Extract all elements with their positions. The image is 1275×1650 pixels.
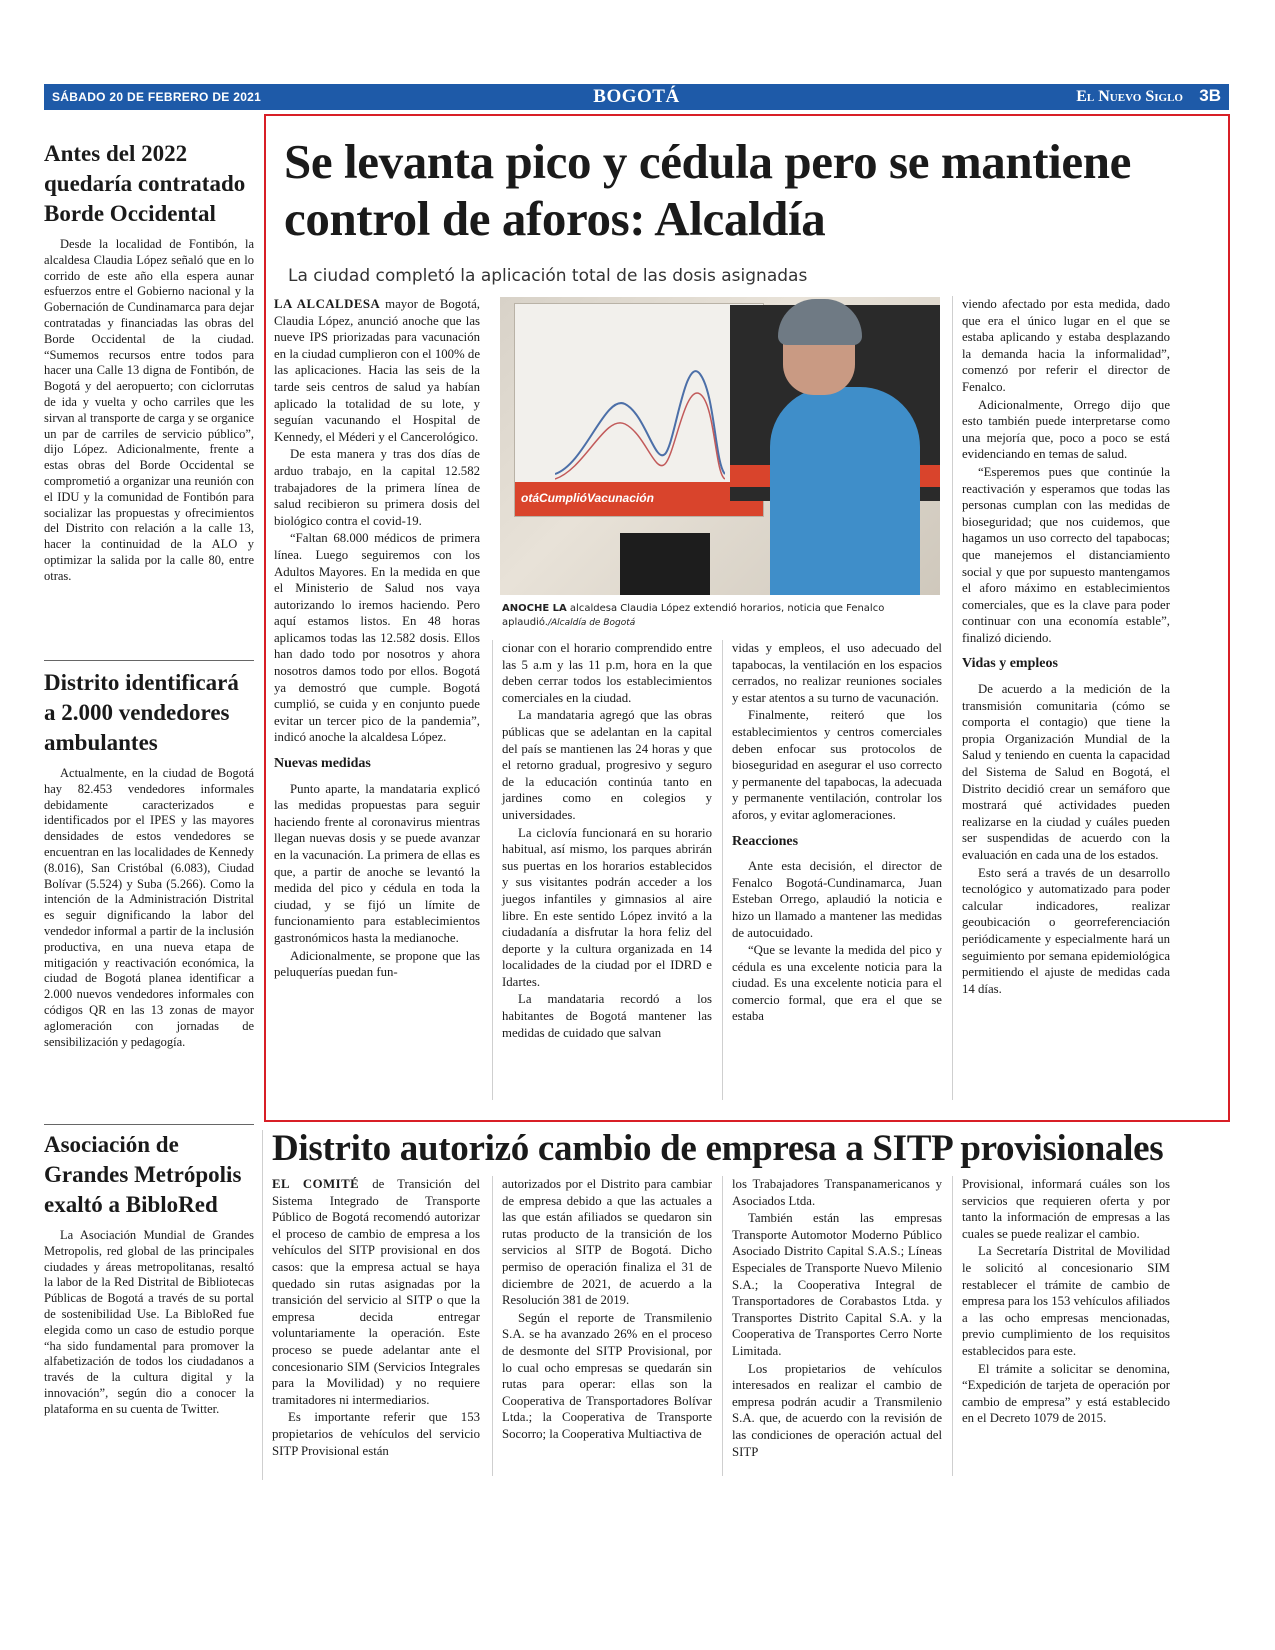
- paragraph: La mandataria agregó que las obras públicas que se adelantan en la capital del país se mantienen las 24 horas y que el retorno gradual, progresivo y seguro de la educación continúa tanto en jardines como en colegios y universidades.: [502, 708, 712, 822]
- main-column-4: [962, 296, 1170, 998]
- main-column-3: [732, 640, 942, 1026]
- sidebar-story-body: Actualmente, en la ciudad de Bogotá hay 82.453 vendedores informales debidamente caracterizados e identificados por el IPES y las mayores densidades de estos vendedores se encuentran en las localidades de Kennedy (8.016), San Cristóbal (6.083), Ciudad Bolívar (5.524) y Suba (5.266). Como la intención de la Administración Distrital es seguir dignificando la labor del vendedor informal a partir de la inclusión productiva, en una nueva etapa de mitigación y reactivación económica, la ciudad de Bogotá planea identificar a 2.000 nuevos vendedores informales con códigos QR en las 13 zonas de mayor aglomeración con jornadas de sensibilización y pedagogía.: [44, 766, 254, 1049]
- presentation-screen: [514, 303, 764, 517]
- paragraph: Ante esta decisión, el director de Fenalco Bogotá-Cundinamarca, Juan Esteban Orrego, aplaudió la noticia e hizo un llamado a mantener las medidas de autocuidado.: [732, 859, 942, 940]
- paragraph: LA ALCALDESA mayor de Bogotá, Claudia López, anunció anoche que las nueve IPS priorizadas para vacunación en la ciudad cumplieron con el 100% de las aplicaciones. Hacia las seis de la tarde seis centros de salud ya habían aplicado la totalidad de su lote, y seguían vacunando el Hospital de Kennedy, el Méderi y el Cancerológico.: [274, 297, 480, 444]
- sidebar-story-title: Antes del 2022 quedaría contratado Borde Occidental: [44, 141, 246, 226]
- paragraph: Finalmente, reiteró que los establecimientos y centros comerciales deben enfocar sus protocolos de bioseguridad en asegurar el uso correcto y permanente del tapabocas, la adecuada y permanente ventilación, controlar los aforos, y evitar aglomeraciones.: [732, 708, 942, 822]
- paragraph: La mandataria recordó a los habitantes de Bogotá mantener las medidas de cuidado que salvan: [502, 992, 712, 1040]
- paragraph: La Secretaría Distrital de Movilidad le solicitó al concesionario SIM restablecer el trámite de cambio de empresa para los 153 vehículos afiliados a las ocho empresas mencionadas, previo cumplimiento de los requisitos establecidos para este.: [962, 1244, 1170, 1358]
- news-photo: [500, 297, 940, 595]
- column-rule: [722, 1176, 723, 1476]
- column-rule: [952, 1176, 953, 1476]
- column-rule: [262, 1130, 263, 1480]
- paragraph: viendo afectado por esta medida, dado que era el único lugar en el que se estaba aplicando y estaba desplazando la demanda hacia la informalidad”, comenzó por referir el director de Fenalco.: [962, 297, 1170, 394]
- paragraph: Provisional, informará cuáles son los servicios que requieren oferta y por tanto la información de empresas a las cuales se puede realizar el cambio.: [962, 1177, 1170, 1241]
- paragraph: El trámite a solicitar se denomina, “Expedición de tarjeta de operación por cambio de empresa” y está establecido en el Decreto 1079 de 2015.: [962, 1361, 1170, 1426]
- sidebar-story-body: La Asociación Mundial de Grandes Metropolis, red global de las principales ciudades y áreas metropolitanas, resaltó la labor de la Red Distrital de Bibliotecas Públicas de Bogotá a través de su portal de sostenibilidad Use. La BibloRed fue elegida como un caso de estudio porque “ha sido fundamental para promover la alfabetización de todos los ciudadanos a través de la cultura digital y la innovación”, según dio a conocer la plataforma en su cuenta de Twitter.: [44, 1228, 254, 1416]
- sidebar-story-body: Desde la localidad de Fontibón, la alcaldesa Claudia López señaló que en lo corrido de este año ella espera aunar esfuerzos entre el Gobierno nacional y la Gobernación de Cundinamarca para dejar contratadas y financiadas las obras del Borde Occidental de la ciudad. “Sumemos recursos entre todos para hacer una Calle 13 digna de Fontibón, de Bogotá y del aeropuerto; con ciclorrutas de ida y vuelta y ocho carriles que les sirvan al transporte de carga y se organice un par de carriles de servicio público”, dijo López. Adicionalmente, frente a estas obras del Borde Occidental se comprometió a organizar una reunión con el IDU y la comunidad de Fontibón para socializar las propuestas y ofrecimientos del Distrito con relación a la calle 13, hacer la continuidad de la ALO y optimizar la salida por la calle 80, entre otras.: [44, 237, 254, 583]
- section-title: BOGOTÁ: [593, 86, 680, 107]
- paragraph: vidas y empleos, el uso adecuado del tapabocas, la ventilación en los espacios cerrados, no realizar reuniones sociales y estar atentos a su turno de vacunación.: [732, 641, 942, 705]
- paragraph: Adicionalmente, se propone que las peluquerías puedan fun-: [274, 948, 480, 980]
- paragraph: Según el reporte de Transmilenio S.A. se ha avanzado 26% en el proceso de desmonte del SITP Provisional, por lo cual ocho empresas se quedarán sin rutas para operar: ellas son la Cooperativa de Transportadores Bolívar Ltda.; la Cooperativa de Transporte Socorro; la Cooperativa Multiactiva de: [502, 1310, 712, 1441]
- screen-banner-text: otáCumplióVacunación: [521, 491, 654, 505]
- lead-in: EL COMITÉ: [272, 1177, 360, 1191]
- sidebar-divider: [44, 1124, 254, 1125]
- paragraph: Punto aparte, la mandataria explicó las medidas propuestas para seguir haciendo frente al coronavirus mientras llegan nuevas dosis y se puede avanzar en la vacunación. La primera de ellas es que, a partir de anoche se levantó la medida del pico y cédula en toda la ciudad, y se fijó un límite de funcionamiento para establecimientos gastronómicos hasta la medianoche.: [274, 781, 480, 945]
- photo-credit: /Alcaldía de Bogotá: [547, 618, 636, 628]
- secondary-column-4: [962, 1176, 1170, 1428]
- paragraph: los Trabajadores Transpanamericanos y Asociados Ltda.: [732, 1177, 942, 1208]
- subheading: Reacciones: [732, 833, 799, 849]
- sidebar-story-biblored: [44, 1130, 254, 1418]
- paragraph: De acuerdo a la medición de la transmisión comunitaria (cómo se comporta el contagio) que tiene la propia Organización Mundial de la Salud y teniendo en cuenta la capacidad del Sistema de Salud en Bogotá, el Distrito decidió crear un semáforo que mostrará qué actividades pueden realizarse en la ciudad y cuáles pueden ser suspendidas de acuerdo con la evaluación en cada una de los estados.: [962, 682, 1170, 862]
- paragraph: De esta manera y tras dos días de arduo trabajo, en la capital 12.582 trabajadores de la primera línea de salud recibieron su primera dosis del biológico contra el covid-19.: [274, 447, 480, 528]
- secondary-column-1: [272, 1176, 480, 1460]
- paragraph: “Esperemos pues que continúe la reactivación y esperamos que todas las personas cumplan con las medidas de bioseguridad; que nos cuidemos, que hagamos un uso correcto del tapabocas; que manejemos el distanciamiento social y que por supuesto mantengamos el aforo máximo en establecimientos comerciales, que es la clave para poder continuar con una economía estable”, finalizó diciendo.: [962, 464, 1170, 645]
- main-column-1: [274, 296, 480, 982]
- paragraph: Esto será a través de un desarrollo tecnológico y automatizado para poder calcular indicadores, realizar geoubicación o georreferenciación periódicamente y especialmente hará un seguimiento por semana epidemiológica permitiendo el ajuste de medidas cada 14 días.: [962, 865, 1170, 996]
- screen-banner: [515, 482, 763, 516]
- subheading: Vidas y empleos: [962, 656, 1058, 672]
- secondary-column-2: [502, 1176, 712, 1444]
- sidebar-divider: [44, 660, 254, 661]
- subheading: Nuevas medidas: [274, 756, 371, 772]
- monitor-stand: [620, 533, 710, 595]
- main-headline: Se levanta pico y cédula pero se mantiene control de aforos: Alcaldía: [284, 134, 1131, 246]
- newspaper-logo: El Nuevo Siglo: [1076, 88, 1183, 105]
- masthead: [44, 84, 1229, 110]
- secondary-column-3: [732, 1176, 942, 1461]
- column-rule: [952, 296, 953, 1100]
- sidebar-story-title: Distrito identificará a 2.000 vendedores ambulantes: [44, 670, 239, 755]
- secondary-headline: Distrito autorizó cambio de empresa a SITP provisionales: [272, 1128, 1164, 1169]
- column-rule: [722, 640, 723, 1100]
- paragraph: cionar con el horario comprendido entre las 5 a.m y las 11 p.m, hora en la que deben cerrar todos los establecimientos comerciales en la ciudad.: [502, 641, 712, 705]
- paragraph: “Que se levante la medida del pico y cédula es una excelente noticia para la ciudad. Es una excelente noticia para el comercio formal, que era el que se estaba: [732, 943, 942, 1024]
- photo-caption: ANOCHE LA alcaldesa Claudia López extendió horarios, noticia que Fenalco aplaudió./Alcaldía de Bogotá: [502, 603, 885, 628]
- epidemic-curve-graphic: [555, 334, 725, 484]
- main-column-2: [502, 640, 712, 1042]
- paragraph: La ciclovía funcionará en su horario habitual, así mismo, los parques abrirán sus puertas en los horarios establecidos y sus visitantes podrán acceder a los juegos infantiles y gimnasios al aire libre. En este sentido López invitó a la ciudadanía a disfrutar la hora feliz del deporte y la cultura organizada en 14 localidades de la ciudad por el IDRD e Idartes.: [502, 825, 712, 989]
- lead-in: LA ALCALDESA: [274, 297, 381, 311]
- person-figure: [770, 387, 920, 595]
- column-rule: [492, 640, 493, 1100]
- paragraph: Los propietarios de vehículos interesados en realizar el cambio de empresa podrán acudir a Transmilenio S.A. que, de acuerdo con la revisión de las condiciones de operación actual del SITP: [732, 1361, 942, 1459]
- paragraph: Adicionalmente, Orrego dijo que esto también puede interpretarse como una mejoría que, poco a poco se está evidenciando en temas de salud.: [962, 397, 1170, 462]
- paragraph: “Faltan 68.000 médicos de primera línea. Luego seguiremos con los Adultos Mayores. En la medida en que el Ministerio de Salud nos vaya autorizando lo iremos haciendo. Pero aquí estamos listos. En 48 horas aplicamos todas las 12.582 dosis. Ellos han dado todo por nosotros y ahora nosotros damos todo por ellos. Bogotá ya demostró que cumple. Bogotá cumplió, se cuida y en conjunto puede evitar un tercer pico de la pandemia”, indicó anoche la alcaldesa López.: [274, 531, 480, 745]
- sidebar-story-vendedores: [44, 668, 254, 1050]
- paragraph: Es importante referir que 153 propietarios de vehículos del servicio SITP Provisional están: [272, 1410, 480, 1458]
- sidebar-story-title: Asociación de Grandes Metrópolis exaltó a BibloRed: [44, 1132, 242, 1217]
- page-number: 3B: [1199, 86, 1221, 105]
- column-rule: [492, 1176, 493, 1476]
- sidebar-story-borde-occidental: [44, 139, 254, 585]
- main-subheadline: La ciudad completó la aplicación total de las dosis asignadas: [288, 266, 808, 286]
- paragraph: EL COMITÉ de Transición del Sistema Integrado de Transporte Público de Bogotá recomendó autorizar el proceso de cambio de empresa a los vehículos del SITP provisional en dos casos: que la empresa actual se haya quedado sin rutas asignadas por la transición del servicio al SITP o que la empresa decida entregar voluntariamente la operación. Este proceso se puede adelantar ante el concesionario SIM (Servicios Integrales para la Movilidad) y no requiere tramitadores ni intermediarios.: [272, 1177, 480, 1407]
- edition-date: SÁBADO 20 DE FEBRERO DE 2021: [52, 90, 262, 104]
- paragraph: También están las empresas Transporte Automotor Moderno Público Asociado Distrito Capital S.A.S.; Líneas Especiales de Transporte Nuevo Milenio S.A.; la Cooperativa Integral de Transportadores de Corabastos Ltda. y Transportes Distrito Capital S.A. y la Cooperativa de Transportes Cerro Norte Limitada.: [732, 1211, 942, 1358]
- paragraph: autorizados por el Distrito para cambiar de empresa debido a que las actuales a las que están afiliados se quedaron sin rutas producto de la transición de los servicios al SITP de Bogotá. Dicho permiso de operación finaliza el 31 de diciembre de 2021, de acuerdo a la Resolución 381 de 2019.: [502, 1177, 712, 1308]
